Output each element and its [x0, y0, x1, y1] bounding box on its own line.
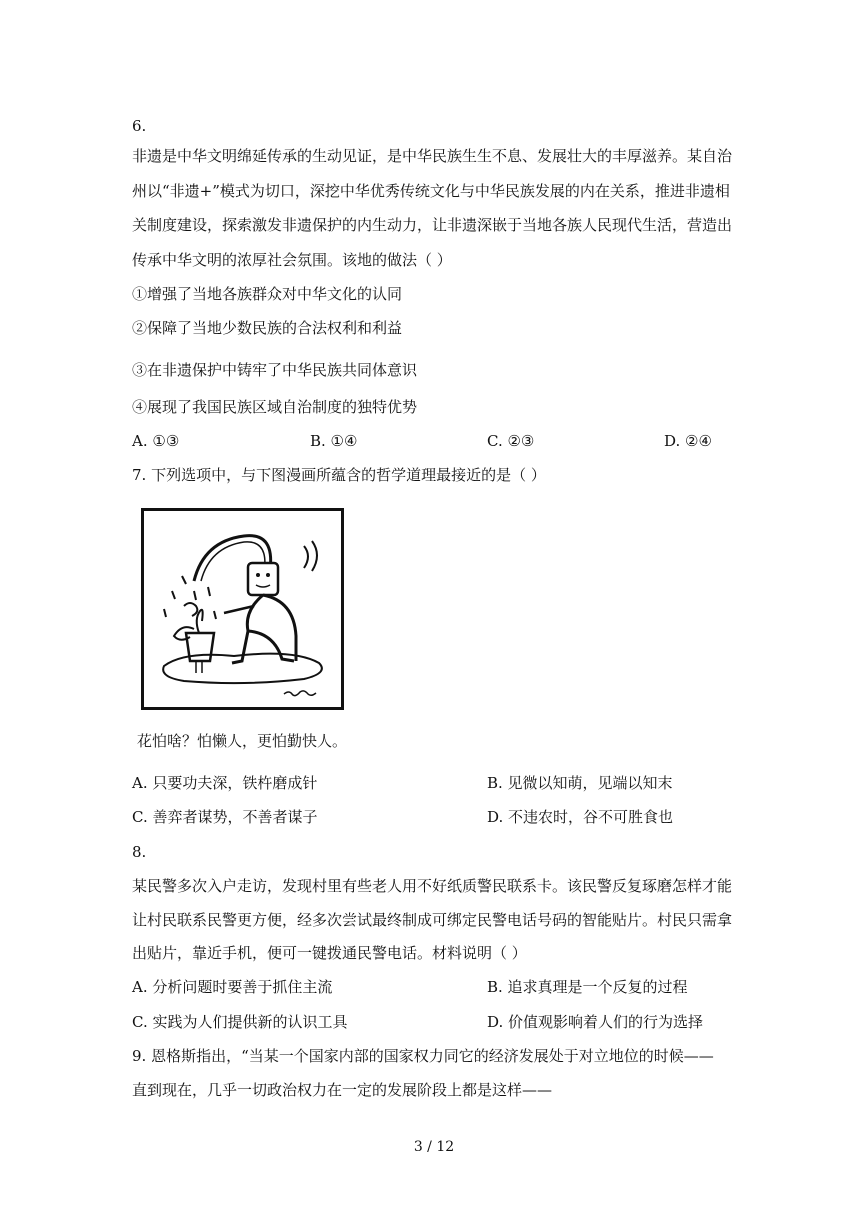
- q8-option-b: B. 追求真理是一个反复的过程: [487, 978, 688, 996]
- q9-stem-line-2: 直到现在，几乎一切政治权力在一定的发展阶段上都是这样——: [132, 1081, 553, 1099]
- q8-option-d: D. 价值观影响着人们的行为选择: [487, 1013, 704, 1031]
- q7-option-a: A. 只要功夫深，铁杵磨成针: [132, 774, 318, 792]
- q6-option-b: B. ①④: [310, 432, 358, 450]
- q6-option-c: C. ②③: [487, 432, 535, 450]
- q8-option-a: A. 分析问题时要善于抓住主流: [132, 978, 333, 996]
- q6-stem-line-3: 关制度建设，探索激发非遗保护的内生动力，让非遗深嵌于当地各族人民现代生活，营造出: [132, 216, 733, 234]
- cartoon-caption: 花怕啥？怕懒人，更怕勤快人。: [137, 732, 348, 750]
- q6-statement-3: ③在非遗保护中铸牢了中华民族共同体意识: [132, 361, 418, 379]
- q7-option-b: B. 见微以知萌，见端以知末: [487, 774, 673, 792]
- q7-option-d: D. 不违农时，谷不可胜食也: [487, 808, 674, 826]
- q6-stem-line-4: 传承中华文明的浓厚社会氛围。该地的做法（ ）: [132, 251, 452, 269]
- q8-number: 8.: [132, 843, 147, 861]
- q8-stem-line-2: 让村民联系民警更方便，经多次尝试最终制成可绑定民警电话号码的智能贴片。村民只需拿: [132, 911, 733, 929]
- q6-stem-line-2: 州以“非遗+”模式为切口，深挖中华优秀传统文化与中华民族发展的内在关系，推进非遗相: [132, 182, 730, 200]
- q7-option-c: C. 善弈者谋势，不善者谋子: [132, 808, 318, 826]
- watering-cartoon-icon: [144, 511, 341, 707]
- q8-stem-line-1: 某民警多次入户走访，发现村里有些老人用不好纸质警民联系卡。该民警反复琢磨怎样才能: [132, 877, 733, 895]
- q6-statement-2: ②保障了当地少数民族的合法权利和利益: [132, 319, 403, 337]
- q6-statement-4: ④展现了我国民族区域自治制度的独特优势: [132, 398, 418, 416]
- q6-stem-line-1: 非遗是中华文明绵延传承的生动见证，是中华民族生生不息、发展壮大的丰厚滋养。某自治: [132, 147, 733, 165]
- cartoon-image: [141, 508, 344, 710]
- q6-statement-1: ①增强了当地各族群众对中华文化的认同: [132, 285, 403, 303]
- q6-number: 6.: [132, 117, 147, 135]
- q7-stem: 7. 下列选项中，与下图漫画所蕴含的哲学道理最接近的是（ ）: [132, 466, 546, 484]
- page-number: 3 / 12: [413, 1139, 455, 1155]
- q8-option-c: C. 实践为人们提供新的认识工具: [132, 1013, 348, 1031]
- q8-stem-line-3: 出贴片，靠近手机，便可一键拨通民警电话。材料说明（ ）: [132, 944, 527, 962]
- q6-option-a: A. ①③: [132, 432, 180, 450]
- q9-stem-line-1: 9. 恩格斯指出，“当某一个国家内部的国家权力同它的经济发展处于对立地位的时候——: [132, 1047, 714, 1065]
- q6-option-d: D. ②④: [664, 432, 712, 450]
